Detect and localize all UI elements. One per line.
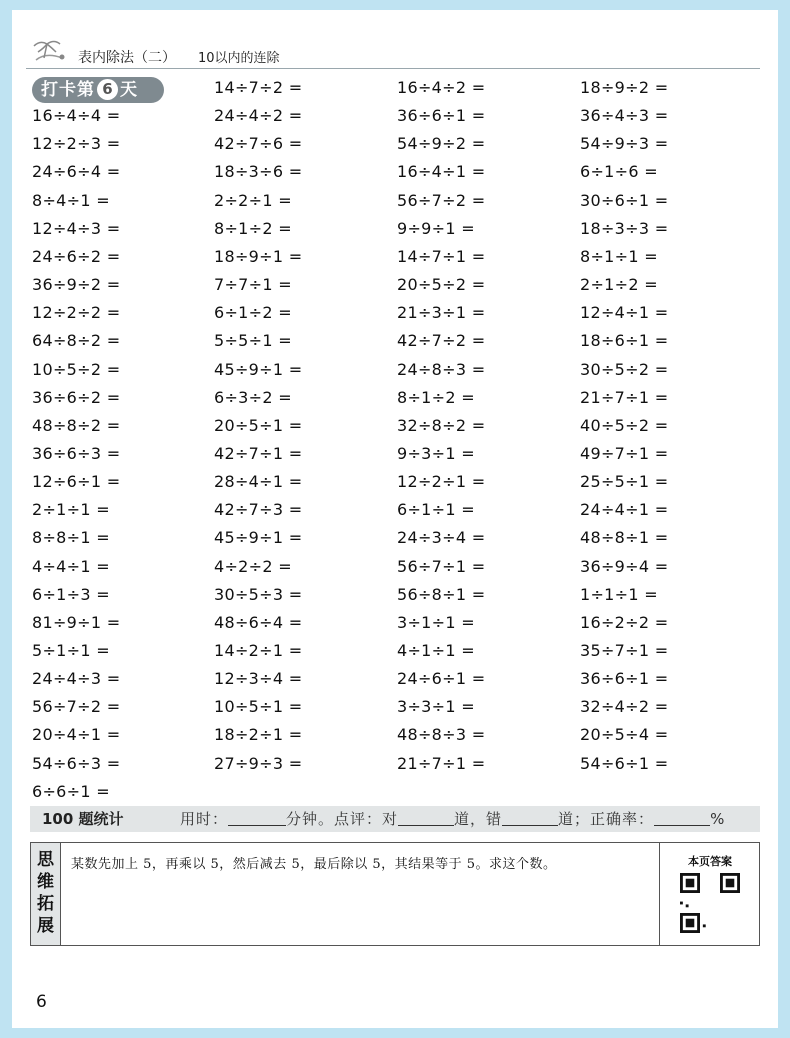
problem-item: 16÷4÷4 =	[32, 106, 121, 126]
problem-item: 1÷1÷1 =	[580, 584, 658, 604]
problem-item: 21÷3÷1 =	[397, 303, 486, 323]
problem-item: 18÷9÷1 =	[214, 246, 303, 266]
problem-item: 12÷4÷1 =	[580, 303, 669, 323]
problem-item: 24÷4÷3 =	[32, 669, 121, 689]
problem-item: 6÷3÷2 =	[214, 387, 292, 407]
problem-item: 12÷2÷1 =	[397, 472, 486, 492]
problem-item: 12÷4÷3 =	[32, 218, 121, 238]
problem-item: 24÷6÷2 =	[32, 246, 121, 266]
thinking-label-char: 思	[37, 850, 54, 870]
problem-item: 12÷3÷4 =	[214, 669, 303, 689]
minutes-label: 分钟。点评：对	[286, 810, 399, 828]
problem-item: 36÷6÷3 =	[32, 443, 121, 463]
thinking-label-char: 拓	[37, 894, 54, 914]
correct-label: 道，错	[454, 810, 503, 828]
problem-item: 20÷5÷4 =	[580, 725, 669, 745]
problem-item: 24÷6÷4 =	[32, 162, 121, 182]
thinking-label	[31, 843, 61, 945]
problem-item: 14÷7÷1 =	[397, 246, 486, 266]
problem-item: 24÷4÷2 =	[214, 106, 303, 126]
problem-item: 16÷4÷1 =	[397, 162, 486, 182]
problem-item: 49÷7÷1 =	[580, 443, 669, 463]
wrong-blank[interactable]	[502, 809, 558, 826]
correct-blank[interactable]	[398, 809, 454, 826]
problem-item: 8÷1÷1 =	[580, 246, 658, 266]
problem-item: 9÷9÷1 =	[397, 218, 475, 238]
thinking-problem-text: 某数先加上 5，再乘以 5，然后减去 5，最后除以 5，其结果等于 5。求这个数。	[71, 857, 557, 872]
problem-item: 24÷4÷1 =	[580, 500, 669, 520]
problem-item: 56÷8÷1 =	[397, 584, 486, 604]
problem-item: 48÷8÷3 =	[397, 725, 486, 745]
problem-item: 81÷9÷1 =	[32, 612, 121, 632]
thinking-label-char: 维	[37, 872, 54, 892]
problem-item: 36÷9÷2 =	[32, 275, 121, 295]
thinking-label-text	[31, 849, 60, 937]
problem-item: 2÷1÷1 =	[32, 500, 110, 520]
problem-item: 4÷1÷1 =	[397, 641, 475, 660]
problem-item: 24÷8÷3 =	[397, 359, 486, 379]
problem-item: 42÷7÷1 =	[214, 443, 303, 463]
problem-item: 5÷5÷1 =	[214, 331, 292, 351]
badge-day-number: 6	[97, 79, 118, 100]
problem-item: 6÷1÷2 =	[214, 303, 292, 323]
problem-item: 42÷7÷2 =	[397, 331, 486, 351]
palm-tree-icon	[32, 38, 66, 64]
problem-item: 24÷3÷4 =	[397, 528, 486, 548]
problem-item: 45÷9÷1 =	[214, 528, 303, 548]
qr-code-icon[interactable]	[680, 873, 740, 933]
problem-item: 6÷1÷3 =	[32, 584, 110, 604]
problem-item: 30÷5÷2 =	[580, 359, 669, 379]
problem-item: 56÷7÷2 =	[397, 190, 486, 210]
problem-item: 16÷4÷2 =	[397, 78, 486, 97]
problem-item: 40÷5÷2 =	[580, 415, 669, 435]
problem-item: 12÷2÷3 =	[32, 134, 121, 154]
problem-item: 5÷1÷1 =	[32, 641, 110, 660]
wrong-label: 道；正确率：	[558, 810, 655, 828]
problem-item: 54÷9÷2 =	[397, 134, 486, 154]
problem-item: 21÷7÷1 =	[397, 753, 486, 773]
problem-item: 36÷6÷1 =	[397, 106, 486, 126]
problem-item: 18÷2÷1 =	[214, 725, 303, 745]
problem-item: 4÷4÷1 =	[32, 556, 110, 576]
problem-item: 3÷3÷1 =	[397, 697, 475, 717]
problem-item: 54÷6÷1 =	[580, 753, 669, 773]
percent-sign: %	[710, 810, 726, 828]
problem-item: 8÷4÷1 =	[32, 190, 110, 210]
worksheet-page	[12, 10, 778, 1028]
problem-item: 32÷4÷2 =	[580, 697, 669, 717]
problem-item: 28÷4÷1 =	[214, 472, 303, 492]
problem-item: 36÷6÷1 =	[580, 669, 669, 689]
problem-item: 8÷8÷1 =	[32, 528, 110, 548]
problem-item: 48÷8÷1 =	[580, 528, 669, 548]
problem-item: 45÷9÷1 =	[214, 359, 303, 379]
problem-item: 14÷7÷2 =	[214, 78, 303, 97]
problem-item: 36÷9÷4 =	[580, 556, 669, 576]
problem-item: 18÷9÷2 =	[580, 78, 669, 97]
chapter-title: 表内除法（二）	[78, 50, 176, 66]
problem-item: 18÷3÷3 =	[580, 218, 669, 238]
problem-item: 27÷9÷3 =	[214, 753, 303, 773]
problem-item: 54÷6÷3 =	[32, 753, 121, 773]
problem-item: 54÷9÷3 =	[580, 134, 669, 154]
statistics-bar	[30, 806, 760, 832]
problem-item: 8÷1÷2 =	[214, 218, 292, 238]
problem-item: 42÷7÷6 =	[214, 134, 303, 154]
problem-item: 7÷7÷1 =	[214, 275, 292, 295]
check-in-badge	[32, 77, 164, 103]
problem-item: 25÷5÷1 =	[580, 472, 669, 492]
problem-item: 20÷5÷1 =	[214, 415, 303, 435]
problem-item: 6÷1÷6 =	[580, 162, 658, 182]
badge-suffix: 天	[120, 80, 138, 100]
problem-item: 10÷5÷2 =	[32, 359, 121, 379]
section-subtitle: 10以内的连除	[198, 51, 280, 66]
page-number: 6	[36, 992, 47, 1012]
problem-item: 32÷8÷2 =	[397, 415, 486, 435]
statistics-fields	[180, 806, 725, 832]
problem-item: 21÷7÷1 =	[580, 387, 669, 407]
problem-item: 16÷2÷2 =	[580, 612, 669, 632]
thinking-extension-box	[30, 842, 760, 946]
problem-item: 2÷2÷1 =	[214, 190, 292, 210]
problem-item: 48÷8÷2 =	[32, 415, 121, 435]
problem-item: 56÷7÷2 =	[32, 697, 121, 717]
problem-item: 35÷7÷1 =	[580, 641, 669, 660]
problem-item: 4÷2÷2 =	[214, 556, 292, 576]
problem-item: 18÷3÷6 =	[214, 162, 303, 182]
answer-label: 本页答案	[688, 855, 732, 868]
header-divider	[26, 68, 760, 69]
problem-item: 10÷5÷1 =	[214, 697, 303, 717]
problem-item: 9÷3÷1 =	[397, 443, 475, 463]
problem-item: 8÷1÷2 =	[397, 387, 475, 407]
problem-item: 36÷6÷2 =	[32, 387, 121, 407]
thinking-label-char: 展	[37, 916, 54, 936]
problem-item: 24÷6÷1 =	[397, 669, 486, 689]
problem-item: 3÷1÷1 =	[397, 612, 475, 632]
problem-item: 18÷6÷1 =	[580, 331, 669, 351]
time-blank[interactable]	[228, 809, 286, 826]
accuracy-blank[interactable]	[654, 809, 710, 826]
badge-prefix: 打卡第	[41, 80, 95, 100]
problem-item: 48÷6÷4 =	[214, 612, 303, 632]
page-header	[12, 10, 778, 70]
problem-item: 14÷2÷1 =	[214, 641, 303, 660]
problem-item: 6÷1÷1 =	[397, 500, 475, 520]
problem-item: 36÷4÷3 =	[580, 106, 669, 126]
problem-item: 42÷7÷3 =	[214, 500, 303, 520]
problem-item: 30÷5÷3 =	[214, 584, 303, 604]
problem-item: 64÷8÷2 =	[32, 331, 121, 351]
time-label: 用时：	[180, 810, 229, 828]
problem-item: 2÷1÷2 =	[580, 275, 658, 295]
problem-item: 6÷6÷1 =	[32, 781, 110, 801]
problem-item: 20÷4÷1 =	[32, 725, 121, 745]
problem-item: 12÷2÷2 =	[32, 303, 121, 323]
problem-item: 56÷7÷1 =	[397, 556, 486, 576]
problem-item: 12÷6÷1 =	[32, 472, 121, 492]
answer-box	[659, 843, 760, 945]
statistics-label: 100 题统计	[42, 810, 124, 828]
problem-item: 30÷6÷1 =	[580, 190, 669, 210]
problem-item: 20÷5÷2 =	[397, 275, 486, 295]
